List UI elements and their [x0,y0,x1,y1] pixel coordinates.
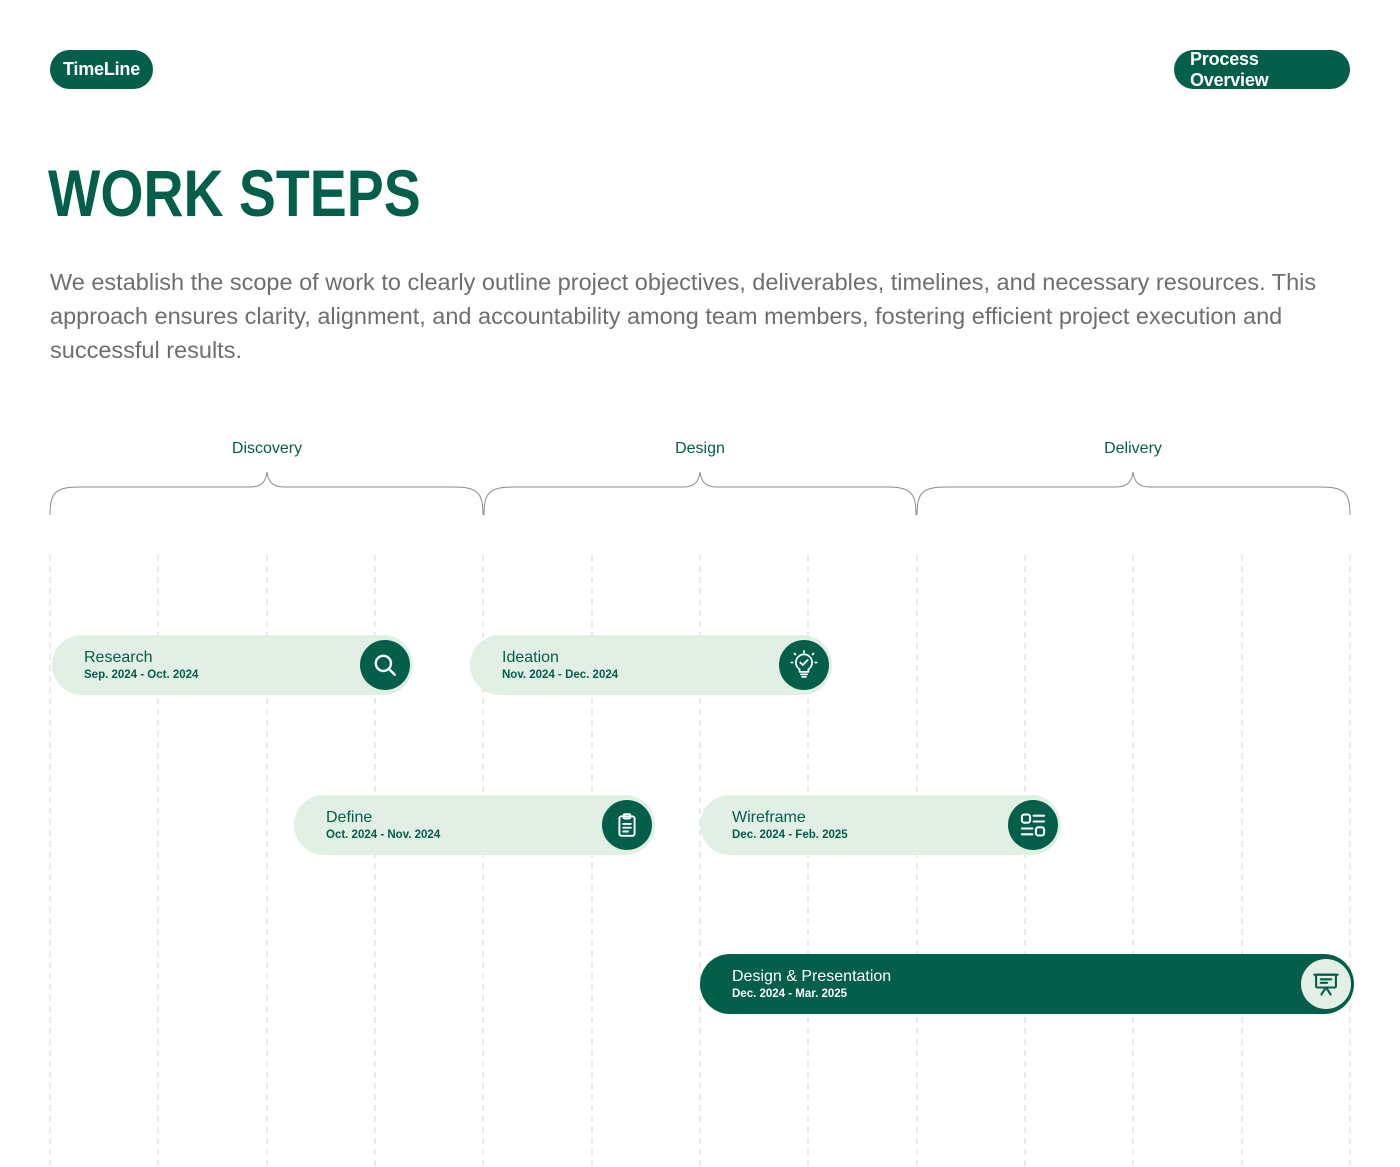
phase-label-discovery: Discovery [231,440,303,457]
step-dates: Nov. 2024 - Dec. 2024 [502,669,619,681]
step-dates: Sep. 2024 - Oct. 2024 [84,669,199,681]
page-title: WORK STEPS [48,156,421,230]
step-define[interactable] [294,795,655,855]
step-title: Define [326,809,373,826]
lightbulb-icon [779,640,829,690]
step-dates: Oct. 2024 - Nov. 2024 [326,829,441,841]
brace-design [484,472,916,515]
process-overview-pill[interactable]: Process Overview [1174,50,1350,89]
layout-icon [1008,800,1058,850]
step-title: Research [84,649,153,666]
phase-label-design: Design [675,440,725,457]
timeline-pill[interactable]: TimeLine [50,50,153,89]
search-icon [360,640,410,690]
step-wireframe[interactable] [700,795,1061,855]
step-research[interactable] [52,635,413,695]
step-dates: Dec. 2024 - Mar. 2025 [732,988,848,1000]
clipboard-icon [602,800,652,850]
brace-delivery [917,472,1350,515]
step-title: Design & Presentation [732,968,892,985]
step-ideation[interactable] [470,635,832,695]
step-title: Ideation [502,649,559,666]
phase-label-delivery: Delivery [1104,440,1162,457]
step-title: Wireframe [732,809,806,826]
page-description: We establish the scope of work to clearly outline project objectives, deliverables, timelines, and necessary resources. This approach ensures clarity, alignment, and accountability among team members, fostering efficient project execution and successful results. [50,269,1317,363]
step-design-presentation[interactable] [700,954,1354,1014]
presentation-icon [1301,959,1351,1009]
step-dates: Dec. 2024 - Feb. 2025 [732,829,848,841]
brace-discovery [50,472,483,515]
